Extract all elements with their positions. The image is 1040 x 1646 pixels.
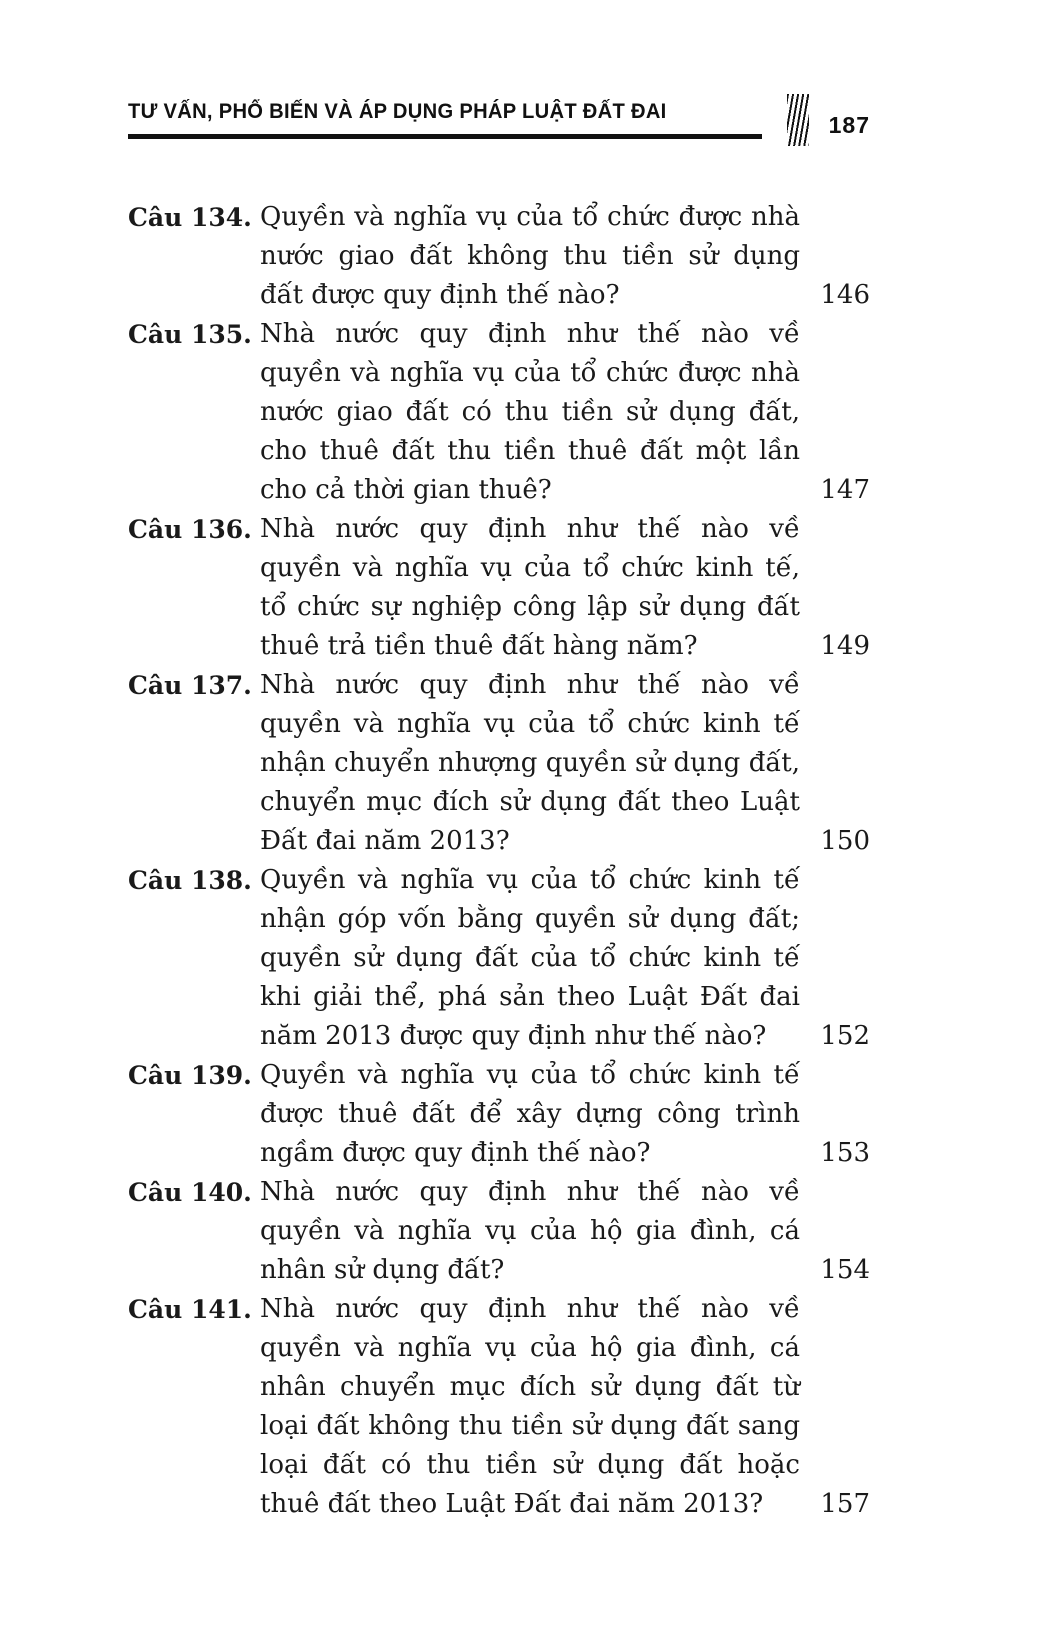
table-of-contents [128,198,870,1524]
entry-text: Quyền và nghĩa vụ của tổ chức kinh tế nhận góp vốn bằng quyền sử dụng đất; quyền sử dụng đất của tổ chức kinh tế khi giải thể, phá sản theo Luật Đất đai năm 2013 được quy định như thế nào? [260,865,800,1051]
page-header [128,100,870,146]
entry-page-number: 146 [820,280,870,310]
running-head-title: TƯ VẤN, PHỔ BIẾN VÀ ÁP DỤNG PHÁP LUẬT ĐẤT ĐAI [128,100,667,123]
entry-text: Nhà nước quy định như thế nào về quyền và nghĩa vụ của hộ gia đình, cá nhân chuyển mục đích sử dụng đất từ loại đất không thu tiền sử dụng đất sang loại đất có thu tiền sử dụng đất hoặc thuê đất theo Luật Đất đai năm 2013? [260,1294,800,1519]
entry-text: Nhà nước quy định như thế nào về quyền và nghĩa vụ của tổ chức kinh tế nhận chuyển nhượng quyền sử dụng đất, chuyển mục đích sử dụng đất theo Luật Đất đai năm 2013? [260,670,800,856]
toc-entry [128,1290,870,1524]
entry-page-number: 147 [820,475,870,505]
entry-text: Quyền và nghĩa vụ của tổ chức kinh tế được thuê đất để xây dựng công trình ngầm được quy định thế nào? [260,1060,800,1168]
entry-page-number: 157 [820,1489,870,1519]
entry-text: Quyền và nghĩa vụ của tổ chức được nhà nước giao đất không thu tiền sử dụng đất được quy định thế nào? [260,202,800,310]
entry-page-number: 153 [820,1138,870,1168]
entry-label: Câu 139. [128,1061,252,1090]
entry-label: Câu 141. [128,1295,252,1324]
header-title-rule [128,100,762,139]
header-right [787,100,870,146]
toc-entry [128,666,870,861]
entry-text: Nhà nước quy định như thế nào về quyền và nghĩa vụ của tổ chức kinh tế, tổ chức sự nghiệp công lập sử dụng đất thuê trả tiền thuê đất hàng năm? [260,514,800,661]
toc-entry [128,1173,870,1290]
entry-page-number: 154 [820,1255,870,1285]
toc-entry [128,315,870,510]
entry-page-number: 150 [820,826,870,856]
entry-label: Câu 135. [128,320,252,349]
entry-label: Câu 136. [128,515,252,544]
toc-entry [128,861,870,1056]
entry-page-number: 149 [820,631,870,661]
entry-text: Nhà nước quy định như thế nào về quyền và nghĩa vụ của tổ chức được nhà nước giao đất có thu tiền sử dụng đất, cho thuê đất thu tiền thuê đất một lần cho cả thời gian thuê? [260,319,800,505]
entry-text: Nhà nước quy định như thế nào về quyền và nghĩa vụ của hộ gia đình, cá nhân sử dụng đất? [260,1177,800,1285]
toc-entry [128,1056,870,1173]
entry-label: Câu 134. [128,203,252,232]
header-page-number: 187 [828,111,870,138]
toc-entry [128,198,870,315]
barcode-icon [787,94,809,146]
toc-entry [128,510,870,666]
entry-label: Câu 137. [128,671,252,700]
entry-page-number: 152 [820,1021,870,1051]
entry-label: Câu 140. [128,1178,252,1207]
entry-label: Câu 138. [128,866,252,895]
